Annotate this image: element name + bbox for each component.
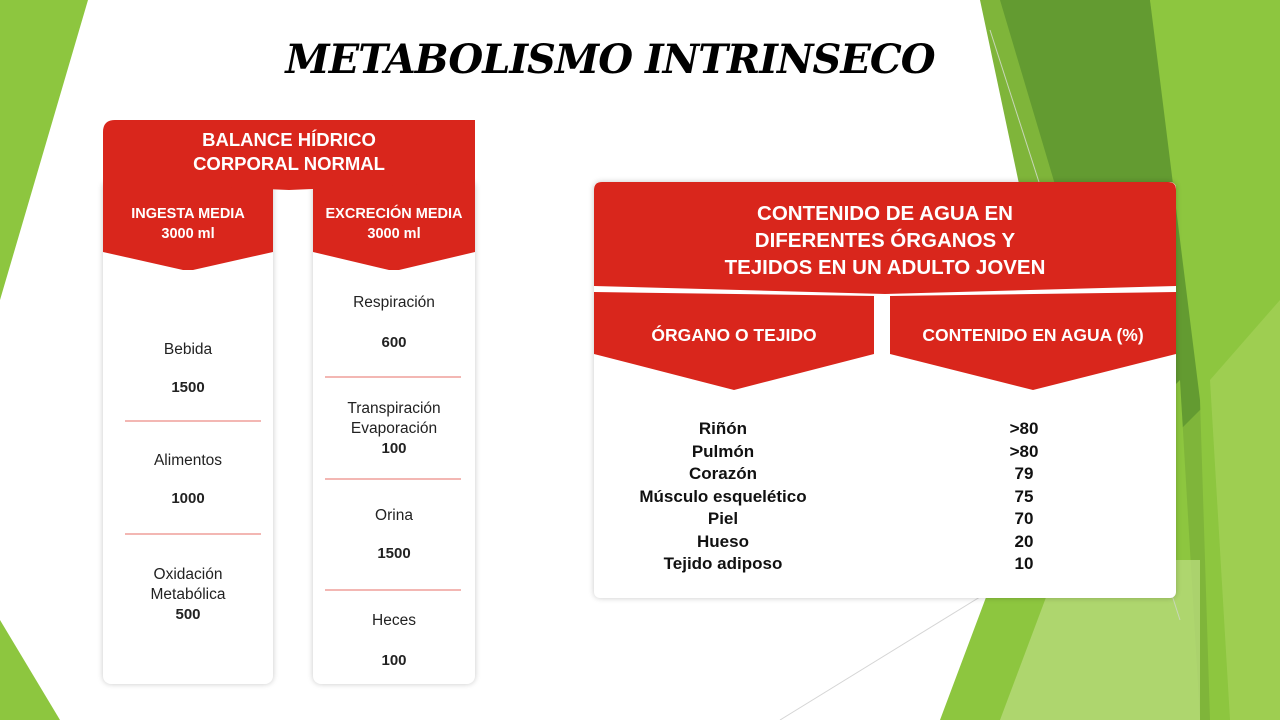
table-row (594, 486, 1176, 509)
water-value: 10 (1014, 554, 1034, 573)
excretion-item-value: 600 (381, 334, 407, 351)
organ-name: Corazón (688, 464, 757, 483)
excretion-item-respiracion (313, 293, 475, 353)
table-row (594, 418, 1176, 441)
table-row (594, 441, 1176, 464)
excretion-item-label: Evaporación (350, 420, 438, 437)
balance-title-line1: BALANCE HÍDRICO (202, 129, 376, 150)
intake-item-label: Metabólica (150, 586, 226, 603)
excretion-item-heces (313, 611, 475, 671)
water-balance-infographic (103, 120, 475, 688)
water-value: 70 (1014, 509, 1034, 528)
organ-name: Músculo esquelético (639, 486, 807, 506)
organ-name: Piel (707, 509, 739, 528)
organ-name: Tejido adiposo (663, 554, 783, 573)
table-row (594, 508, 1176, 531)
balance-header (103, 120, 475, 190)
intake-header-title: INGESTA MEDIA (131, 206, 245, 222)
organ-name: Pulmón (691, 441, 755, 461)
intake-item-label: Alimentos (153, 452, 223, 469)
water-value: >80 (1009, 419, 1039, 438)
intake-item-oxidacion (103, 565, 273, 625)
water-value: 20 (1014, 531, 1034, 551)
organ-name: Hueso (697, 531, 749, 551)
slide-title: METABOLISMO INTRINSECO (285, 36, 935, 83)
excretion-header (313, 180, 475, 276)
water-value: 75 (1014, 486, 1034, 506)
excretion-column (313, 180, 475, 684)
water-value: 79 (1014, 464, 1034, 483)
intake-item-label: Bebida (163, 341, 213, 358)
water-value: >80 (1009, 441, 1039, 461)
separator (325, 478, 461, 480)
excretion-item-label: Transpiración (347, 400, 441, 417)
organs-title-line1: CONTENIDO DE AGUA EN (757, 202, 1013, 225)
organs-title-line2: DIFERENTES ÓRGANOS Y (754, 229, 1016, 252)
intake-item-value: 1000 (171, 490, 205, 507)
column-header-organ: ÓRGANO O TEJIDO (651, 325, 817, 345)
intake-column (103, 180, 273, 684)
excretion-item-label: Heces (372, 612, 416, 629)
excretion-item-value: 100 (381, 652, 407, 669)
excretion-item-value: 100 (381, 440, 407, 457)
separator (325, 376, 461, 378)
excretion-item-label: Orina (375, 507, 413, 524)
organs-title-line3: TEJIDOS EN UN ADULTO JOVEN (724, 256, 1046, 279)
table-row (594, 553, 1176, 576)
excretion-item-label: Respiración (353, 294, 435, 311)
table-row (594, 531, 1176, 554)
water-content-table (594, 182, 1176, 598)
excretion-item-value: 1500 (377, 545, 411, 562)
organs-rows (594, 418, 1176, 576)
intake-item-value: 500 (175, 606, 201, 623)
intake-item-label: Oxidación (153, 566, 223, 583)
column-header-water: CONTENIDO EN AGUA (%) (922, 325, 1144, 345)
organs-title (594, 200, 1176, 281)
separator (125, 533, 261, 535)
organ-name: Riñón (698, 419, 748, 438)
balance-title-line2: CORPORAL NORMAL (193, 153, 385, 174)
excretion-header-title: EXCRECIÓN MEDIA (325, 206, 463, 222)
excretion-item-transpiracion (313, 399, 475, 459)
separator (325, 589, 461, 591)
intake-item-alimentos (103, 451, 273, 509)
table-row (594, 463, 1176, 486)
intake-item-value: 1500 (171, 379, 205, 396)
intake-item-bebida (103, 340, 273, 398)
intake-header (103, 180, 273, 276)
excretion-item-orina (313, 506, 475, 564)
separator (125, 420, 261, 422)
excretion-header-amount: 3000 ml (367, 226, 421, 242)
intake-header-amount: 3000 ml (161, 226, 215, 242)
